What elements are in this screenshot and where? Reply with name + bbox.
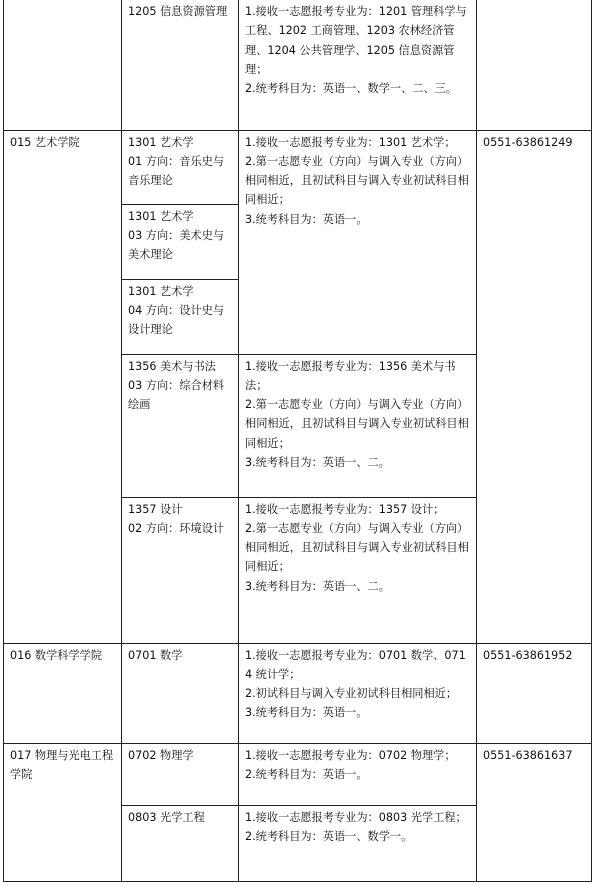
unit-cell: 017 物理与光电工程学院: [4, 743, 122, 881]
requirement-cell: 1.接收一志愿报考专业为：1357 设计； 2.第一志愿专业（方向）与调入专业（方向）相同相近，且初试科目与调入专业初试科目相同相近； 3.统考科目为：英语一、二。: [239, 497, 477, 643]
major-cell: 0702 物理学: [122, 743, 239, 805]
table-row: [4, 743, 592, 805]
table-row: [4, 0, 592, 130]
requirement-cell: 1.接收一志愿报考专业为：1301 艺术学； 2.第一志愿专业（方向）与调入专业（方向）相同相近，且初试科目与调入专业初试科目相同相近； 3.统考科目为：英语一。: [239, 130, 477, 354]
unit-cell: [4, 0, 122, 130]
requirement-cell: 1.接收一志愿报考专业为：0701 数学、0714 统计学； 2.初试科目与调入专业初试科目相同相近； 3.统考科目为：英语一。: [239, 643, 477, 743]
major-cell: 0701 数学: [122, 643, 239, 743]
table-row: [4, 643, 592, 743]
major-cell: 1357 设计 02 方向：环境设计: [122, 497, 239, 643]
major-cell: 1205 信息资源管理: [122, 0, 239, 130]
unit-cell: 016 数学科学学院: [4, 643, 122, 743]
unit-cell: 015 艺术学院: [4, 130, 122, 643]
major-cell: 1356 美术与书法 03 方向：综合材料绘画: [122, 354, 239, 497]
adjustment-table: [3, 0, 592, 882]
major-cell: 1301 艺术学 01 方向：音乐史与音乐理论: [122, 130, 239, 204]
phone-cell: 0551-63861952: [477, 643, 592, 743]
major-cell: 1301 艺术学 03 方向：美术史与美术理论: [122, 204, 239, 279]
requirement-cell: 1.接收一志愿报考专业为：0702 物理学； 2.统考科目为：英语一。: [239, 743, 477, 805]
major-cell: 0803 光学工程: [122, 805, 239, 881]
requirement-cell: 1.接收一志愿报考专业为：0803 光学工程； 2.统考科目为：英语一、数学一。: [239, 805, 477, 881]
table-row: [4, 130, 592, 204]
phone-cell: 0551-63861249: [477, 130, 592, 643]
requirement-cell: 1.接收一志愿报考专业为：1356 美术与书法； 2.第一志愿专业（方向）与调入专业（方向）相同相近，且初试科目与调入专业初试科目相同相近； 3.统考科目为：英语一、二。: [239, 354, 477, 497]
requirement-cell: 1.接收一志愿报考专业为：1201 管理科学与工程、1202 工商管理、1203 农林经济管理、1204 公共管理学、1205 信息资源管理； 2.统考科目为：英语一、数学一、二、三。: [239, 0, 477, 130]
phone-cell: [477, 0, 592, 130]
phone-cell: 0551-63861637: [477, 743, 592, 881]
major-cell: 1301 艺术学 04 方向：设计史与设计理论: [122, 279, 239, 354]
